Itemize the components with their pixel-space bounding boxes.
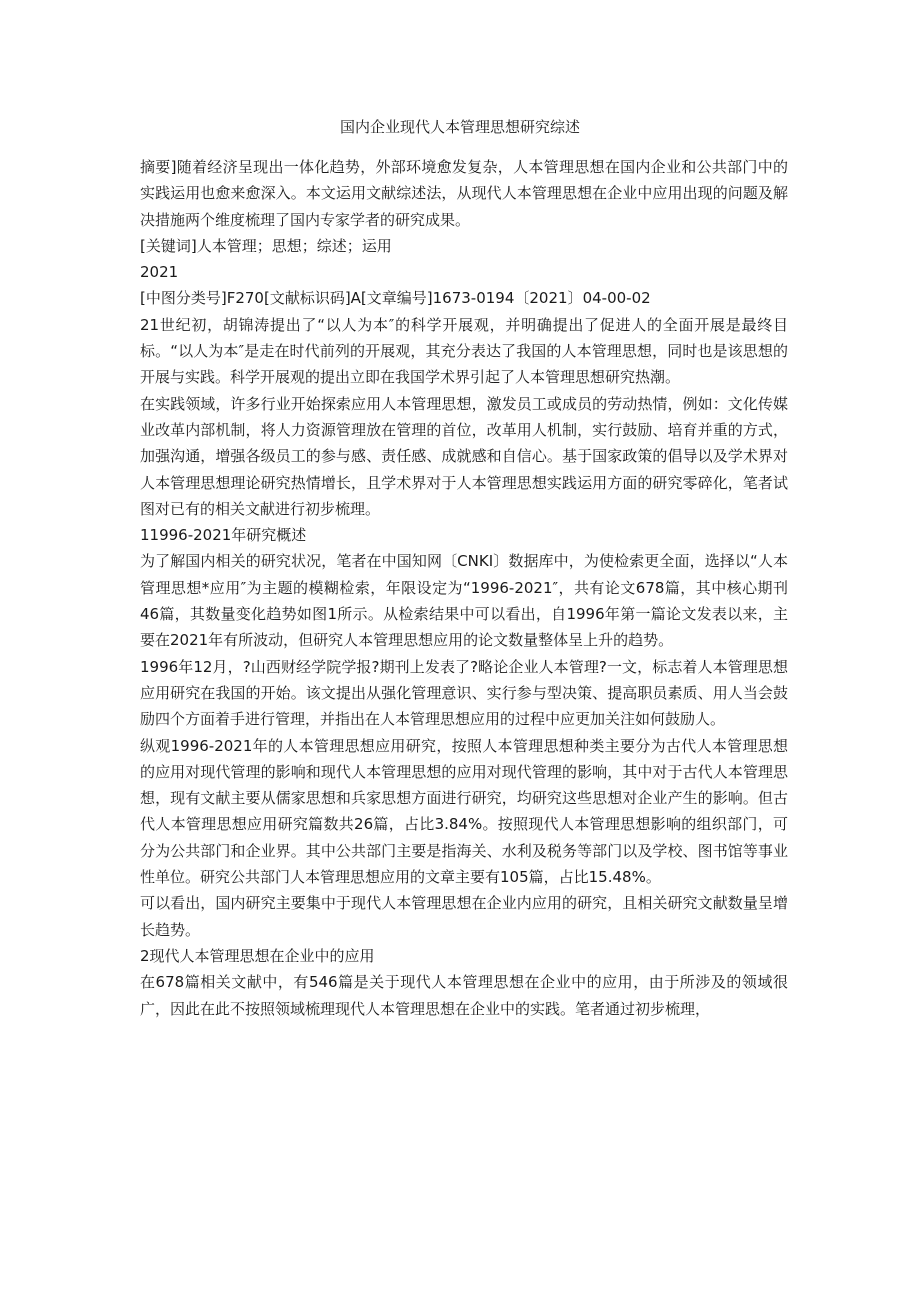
classification-line: [中图分类号]F270[文献标识码]A[文章编号]1673-0194〔2021〕04-00-02 [140,289,651,308]
section-heading: 11996-2021年研究概述 [140,526,307,545]
body-paragraph: 可以看出，国内研究主要集中于现代人本管理思想在企业内应用的研究，且相关研究文献数量呈增长趋势。 [140,894,788,939]
document-body [140,154,788,1022]
document-title: 国内企业现代人本管理思想研究综述 [339,118,580,136]
body-paragraph: 在678篇相关文献中，有546篇是关于现代人本管理思想在企业中的应用，由于所涉及的领域很广，因此在此不按照领域梳理现代人本管理思想在企业中的实践。笔者通过初步梳理， [140,973,788,1018]
year-line: 2021 [140,263,179,282]
body-paragraph: 1996年12月，?山西财经学院学报?期刊上发表了?略论企业人本管理?一文，标志着人本管理思想应用研究在我国的开始。该文提出从强化管理意识、实行参与型决策、提高职员素质、用人当会鼓励四个方面着手进行管理，并指出在人本管理思想应用的过程中应更加关注如何鼓励人。 [140,657,788,729]
section-heading: 2现代人本管理思想在企业中的应用 [140,946,375,965]
body-paragraph: 21世纪初，胡锦涛提出了“以人为本″的科学开展观，并明确提出了促进人的全面开展是最终目标。“以人为本″是走在时代前列的开展观，其充分表达了我国的人本管理思想，同时也是该思想的开展与实践。科学开展观的提出立即在我国学术界引起了人本管理思想研究热潮。 [140,315,788,387]
keywords-line: [关键词]人本管理；思想；综述；运用 [140,236,392,255]
body-paragraph: 纵观1996-2021年的人本管理思想应用研究，按照人本管理思想种类主要分为古代人本管理思想的应用对现代管理的影响和现代人本管理思想的应用对现代管理的影响，其中对于古代人本管理思想，现有文献主要从儒家思想和兵家思想方面进行研究，均研究这些思想对企业产生的影响。但古代人本管理思想应用研究篇数共26篇，占比3.84%。按照现代人本管理思想影响的组织部门，可分为公共部门和企业界。其中公共部门主要是指海关、水利及税务等部门以及学校、图书馆等事业性单位。研究公共部门人本管理思想应用的文章主要有105篇，占比15.48%。 [140,736,788,887]
body-paragraph: 为了解国内相关的研究状况，笔者在中国知网〔CNKI〕数据库中，为使检索更全面，选择以“人本管理思想*应用″为主题的模糊检索，年限设定为“1996-2021″，共有论文678篇，其中核心期刊46篇，其数量变化趋势如图1所示。从检索结果中可以看出，自1996年第一篇论文发表以来，主要在2021年有所波动，但研究人本管理思想应用的论文数量整体呈上升的趋势。 [140,552,788,650]
abstract-paragraph: 摘要]随着经济呈现出一体化趋势，外部环境愈发复杂，人本管理思想在国内企业和公共部门中的实践运用也愈来愈深入。本文运用文献综述法，从现代人本管理思想在企业中应用出现的问题及解决措施两个维度梳理了国内专家学者的研究成果。 [140,158,788,229]
body-paragraph: 在实践领域，许多行业开始探索应用人本管理思想，激发员工或成员的劳动热情，例如：文化传媒业改革内部机制，将人力资源管理放在管理的首位，改革用人机制，实行鼓励、培育并重的方式，加强沟通，增强各级员工的参与感、责任感、成就感和自信心。基于国家政策的倡导以及学术界对人本管理思想理论研究热情增长，且学术界对于人本管理思想实践运用方面的研究零碎化，笔者试图对已有的相关文献进行初步梳理。 [140,394,788,518]
